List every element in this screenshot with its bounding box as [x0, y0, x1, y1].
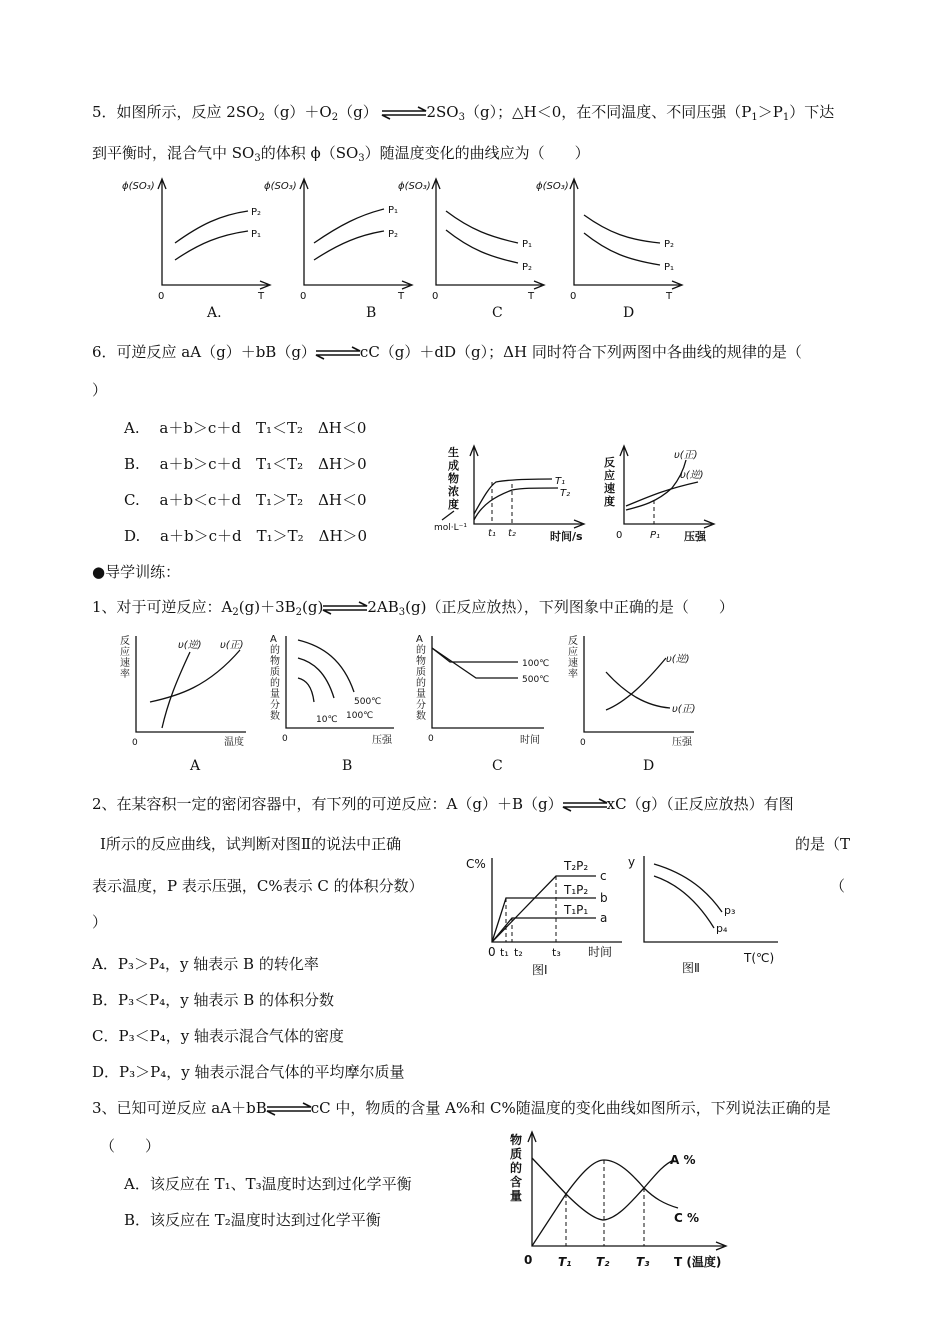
curve-label-upper: P₂: [251, 207, 262, 218]
svg-text:生: 生: [448, 446, 459, 459]
x-axis-label: 时间/s: [550, 530, 583, 543]
t1-graph-c-label: C: [492, 758, 503, 774]
svg-text:0: 0: [488, 945, 496, 959]
t2-fig1: [466, 852, 626, 982]
svg-text:0: 0: [524, 1253, 533, 1267]
svg-text:0: 0: [580, 738, 586, 748]
svg-text:p₄: p₄: [716, 922, 728, 935]
svg-text:的: 的: [416, 678, 426, 689]
svg-text:率: 率: [120, 669, 130, 680]
curve-label-lower: P₂: [522, 262, 533, 273]
svg-text:υ(逆): υ(逆): [666, 654, 690, 665]
t2-option-c: C．P₃＜P₄，y 轴表示混合气体的密度: [92, 1027, 344, 1045]
t1-graph-d: [566, 632, 706, 752]
curve-label-t2: T₂: [560, 488, 571, 499]
t1-question: 1、对于可逆反应：$A_2(g)+3B_2(g)$ $2AB_3(g)$（正反应放热），下列图象中正确的是（ ）: [92, 598, 734, 618]
svg-text:A: A: [270, 634, 277, 645]
svg-text:T(℃): T(℃): [744, 951, 775, 965]
t2-option-a: A．P₃＞P₄，y 轴表示 B 的转化率: [92, 955, 319, 973]
svg-text:物: 物: [416, 656, 426, 667]
svg-text:应: 应: [120, 647, 130, 658]
svg-text:速: 速: [568, 658, 578, 669]
svg-text:t₁: t₁: [500, 946, 509, 959]
t2-option-b: B．P₃＜P₄，y 轴表示 B 的体积分数: [92, 991, 335, 1009]
a-percent-label: A %: [670, 1153, 696, 1167]
svg-text:T₁: T₁: [558, 1255, 572, 1269]
svg-text:量: 量: [270, 689, 280, 700]
equilibrium-arrow-icon: [267, 1103, 311, 1115]
origin-label: 0: [158, 291, 165, 302]
svg-text:的: 的: [416, 645, 426, 656]
q6-line1: 6．可逆反应 aA（g）＋bB（g） cC（g）＋dD（g）；ΔH 同时符合下列两图中各曲线的规律的是（: [92, 343, 802, 361]
svg-text:浓: 浓: [448, 485, 459, 498]
svg-text:压强: 压强: [372, 735, 392, 746]
svg-text:T₁P₂: T₁P₂: [564, 883, 589, 897]
q6-fig2-rate: [602, 444, 722, 544]
svg-text:T₂: T₂: [596, 1255, 610, 1269]
t1-label: t₁: [488, 528, 496, 539]
svg-text:度: 度: [604, 495, 615, 508]
t1-graph-b: [268, 632, 408, 752]
q6-option-c: C. a＋b＜c＋d T₁＞T₂ ΔH＜0: [124, 491, 367, 509]
svg-text:速: 速: [604, 482, 615, 495]
svg-text:分: 分: [270, 700, 280, 711]
t1-graph-b-label: B: [342, 758, 353, 774]
section-title: ●导学训练：: [92, 563, 181, 581]
t1-graph-d-label: D: [643, 758, 655, 774]
t2-line3a: 表示温度，P 表示压强，C%表示 C 的体积分数）: [92, 877, 424, 895]
x-axis-label: 压强: [684, 530, 706, 543]
t2-label: t₂: [508, 528, 516, 539]
q6-option-b: B. a＋b＞c＋d T₁＜T₂ ΔH＞0: [124, 455, 367, 473]
t3-fig: [506, 1130, 736, 1275]
q5-line1: 5．如图所示，反应 $2SO_2(g)+O_2(g)$ $2SO_3(g)$；△H＜0，在不同温度、不同压强$(P_1>P_1)$下达: [92, 103, 835, 123]
curve-label-upper: P₁: [388, 205, 399, 216]
svg-text:的: 的: [270, 645, 280, 656]
fig2-caption: 图Ⅱ: [682, 961, 700, 975]
q5-graph-b-label: B: [366, 305, 377, 321]
svg-text:T₃: T₃: [636, 1255, 650, 1269]
svg-text:应: 应: [568, 647, 578, 658]
svg-text:a: a: [600, 911, 608, 925]
svg-text:p₃: p₃: [724, 904, 736, 917]
svg-text:分: 分: [416, 700, 426, 711]
svg-text:T (温度): T (温度): [674, 1255, 722, 1269]
svg-text:10℃: 10℃: [316, 715, 338, 725]
x-axis-label: T: [666, 291, 673, 302]
svg-text:反: 反: [568, 636, 578, 647]
svg-text:υ(逆): υ(逆): [178, 640, 202, 651]
t3-option-b: B．该反应在 T₂温度时达到过化学平衡: [124, 1211, 381, 1229]
y-axis-label: ϕ(SO₃): [536, 181, 569, 192]
q5-graph-d: [534, 175, 694, 325]
svg-text:100℃: 100℃: [522, 659, 550, 669]
svg-text:y: y: [628, 855, 636, 869]
svg-text:质: 质: [510, 1147, 523, 1161]
x-axis-label: T: [398, 291, 405, 302]
q5-graph-c: [396, 175, 556, 325]
equilibrium-arrow-icon: [316, 347, 360, 359]
v-reverse-label: υ(逆): [680, 470, 704, 481]
q6-option-a: A. a＋b＞c＋d T₁＜T₂ ΔH＜0: [124, 419, 367, 437]
svg-text:0: 0: [132, 738, 138, 748]
fig1-caption: 图Ⅰ: [532, 963, 548, 977]
unit-label: mol·L⁻¹: [434, 523, 468, 533]
svg-text:500℃: 500℃: [354, 697, 382, 707]
equilibrium-arrow-icon: [382, 107, 426, 119]
origin-label: 0: [300, 291, 307, 302]
svg-text:时间: 时间: [520, 735, 540, 746]
curve-label-upper: P₂: [664, 239, 675, 250]
t1-graph-a-label: A: [190, 758, 201, 774]
t3-option-a: A．该反应在 T₁、T₃温度时达到过化学平衡: [124, 1175, 412, 1193]
svg-text:时间: 时间: [588, 945, 613, 959]
c-percent-label: C %: [674, 1211, 700, 1225]
svg-text:量: 量: [510, 1189, 523, 1203]
t2-line1: 2、在某容积一定的密闭容器中，有下列的可逆反应：A（g）＋B（g） xC（g）（正反应放热）有图: [92, 795, 794, 813]
y-axis-label: ϕ(SO₃): [264, 181, 297, 192]
t3-line1: 3、已知可逆反应 aA＋bB cC 中，物质的含量 A%和 C%随温度的变化曲线如图所示，下列说法正确的是: [92, 1099, 831, 1117]
curve-label-t1: T₁: [555, 476, 566, 487]
curve-label-lower: P₁: [251, 229, 262, 240]
curve-label-lower: P₂: [388, 229, 399, 240]
y-axis-label: ϕ(SO₃): [122, 181, 155, 192]
x-axis-label: T: [258, 291, 265, 302]
svg-text:速: 速: [120, 658, 130, 669]
q5-graph-c-label: C: [492, 305, 503, 321]
origin-label: 0: [570, 291, 577, 302]
svg-text:500℃: 500℃: [522, 675, 550, 685]
t2-fig2: [628, 852, 788, 982]
equilibrium-arrow-icon: [563, 799, 607, 811]
svg-text:物: 物: [510, 1133, 523, 1147]
q6-fig1-concentration: [432, 444, 602, 544]
x-axis-label: T: [528, 291, 535, 302]
svg-text:物: 物: [448, 472, 459, 485]
curve-label-lower: P₁: [664, 262, 675, 273]
t3-line2: （ ）: [100, 1137, 161, 1155]
svg-text:A: A: [416, 634, 423, 645]
svg-text:0: 0: [282, 734, 288, 744]
svg-text:度: 度: [448, 498, 459, 511]
svg-text:物: 物: [270, 656, 280, 667]
svg-text:0: 0: [428, 734, 434, 744]
q6-line2: ）: [92, 381, 108, 399]
svg-text:反: 反: [604, 456, 615, 469]
p1-label: P₁: [650, 530, 661, 541]
svg-text:t₃: t₃: [552, 946, 561, 959]
svg-text:反: 反: [120, 636, 130, 647]
origin-label: 0: [432, 291, 439, 302]
svg-text:T₂P₂: T₂P₂: [564, 859, 589, 873]
svg-text:υ(正): υ(正): [672, 704, 696, 715]
curve-label-upper: P₁: [522, 239, 533, 250]
q6-option-d: D. a＋b＞c＋d T₁＞T₂ ΔH＞0: [124, 527, 368, 545]
svg-text:应: 应: [604, 469, 615, 482]
t2-line4: ）: [92, 913, 108, 931]
q5-graph-a: [120, 175, 280, 325]
svg-text:成: 成: [448, 459, 459, 472]
t2-option-d: D．P₃＞P₄，y 轴表示混合气体的平均摩尔质量: [92, 1063, 405, 1081]
t1-graph-a: [118, 632, 258, 752]
svg-text:的: 的: [510, 1161, 523, 1175]
svg-text:温度: 温度: [224, 737, 244, 748]
svg-text:t₂: t₂: [514, 946, 523, 959]
svg-text:C%: C%: [466, 857, 486, 871]
q5-graph-a-label: A.: [207, 305, 222, 321]
y-axis-label: ϕ(SO₃): [398, 181, 431, 192]
t2-line2b: 的是（T: [795, 835, 851, 853]
svg-text:量: 量: [416, 689, 426, 700]
svg-text:数: 数: [270, 711, 280, 722]
q5-line2: 到平衡时，混合气中 $SO_3$的体积 $\phi(SO_3)$随温度变化的曲线应为（ ）: [92, 144, 590, 164]
svg-text:数: 数: [416, 711, 426, 722]
origin-label: 0: [616, 530, 623, 541]
svg-text:的: 的: [270, 678, 280, 689]
svg-text:b: b: [600, 891, 608, 905]
svg-text:含: 含: [510, 1175, 523, 1189]
t1-graph-c: [414, 632, 564, 752]
svg-text:压强: 压强: [672, 737, 692, 748]
svg-text:质: 质: [416, 667, 426, 678]
svg-text:T₁P₁: T₁P₁: [564, 903, 589, 917]
svg-text:υ(正): υ(正): [220, 640, 244, 651]
q5-graph-d-label: D: [623, 305, 635, 321]
svg-text:率: 率: [568, 669, 578, 680]
svg-text:c: c: [600, 869, 607, 883]
v-forward-label: υ(正): [674, 450, 698, 461]
t2-line3b: （: [830, 877, 846, 895]
svg-text:质: 质: [270, 667, 280, 678]
svg-text:100℃: 100℃: [346, 711, 374, 721]
t2-line2a: Ⅰ所示的反应曲线，试判断对图Ⅱ的说法中正确: [100, 835, 402, 853]
equilibrium-arrow-icon: [323, 602, 367, 614]
